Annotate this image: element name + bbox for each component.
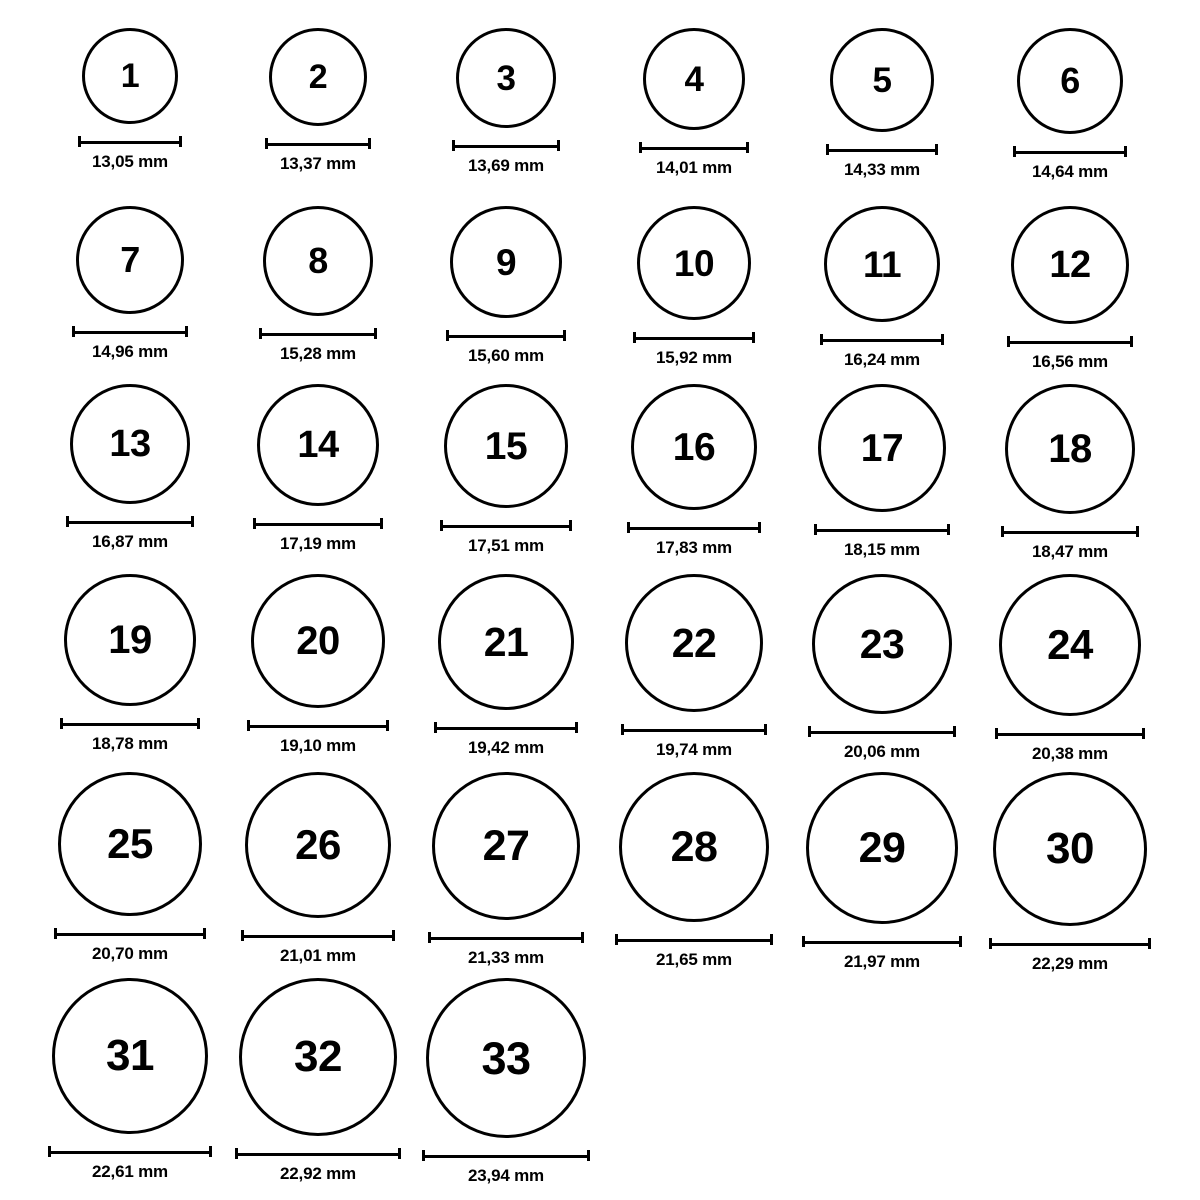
diameter-measure-bar-wrap [1007, 334, 1133, 348]
ring-circle [239, 978, 397, 1136]
ring-size-number: 16 [672, 425, 716, 469]
measure-cap-left [247, 720, 250, 731]
measure-cap-left [60, 718, 63, 729]
measure-line [1013, 151, 1127, 154]
ring-size-cell [980, 574, 1160, 764]
measure-line [48, 1151, 212, 1154]
diameter-label: 18,15 mm [844, 540, 920, 559]
measure-cap-right [386, 720, 389, 731]
ring-size-number: 20 [296, 619, 340, 663]
measure-cap-right [752, 332, 755, 343]
ring-size-number: 7 [120, 239, 140, 280]
ring-circle [82, 28, 178, 124]
measure-cap-left [259, 328, 262, 339]
diameter-label: 22,92 mm [280, 1164, 356, 1183]
ring-size-cell [604, 206, 784, 368]
measure-cap-right [1142, 728, 1145, 739]
measure-cap-left [440, 520, 443, 531]
ring-circle [263, 206, 373, 316]
measure-cap-right [374, 328, 377, 339]
measure-line [428, 937, 584, 940]
diameter-measure-bar [446, 330, 566, 341]
ring-circle [993, 772, 1147, 926]
ring-size-cell [416, 574, 596, 758]
measure-cap-right [557, 140, 560, 151]
diameter-measure-bar [995, 728, 1145, 739]
ring-circle [824, 206, 940, 322]
diameter-measure-bar [247, 720, 389, 731]
diameter-measure-bar-wrap [72, 324, 188, 338]
measure-line [814, 529, 950, 532]
ring-size-cell [228, 384, 408, 554]
ring-size-cell [980, 384, 1160, 562]
measure-cap-left [820, 334, 823, 345]
ring-size-number: 4 [684, 59, 704, 99]
measure-cap-left [241, 930, 244, 941]
diameter-measure-bar [259, 328, 377, 339]
ring-circle [643, 28, 745, 130]
ring-size-number: 18 [1048, 427, 1092, 471]
diameter-measure-bar [72, 326, 188, 337]
measure-cap-left [72, 326, 75, 337]
diameter-measure-bar-wrap [802, 934, 962, 948]
ring-size-number: 15 [484, 424, 528, 468]
ring-size-cell [416, 978, 596, 1186]
diameter-label: 19,10 mm [280, 736, 356, 755]
ring-circle [830, 28, 934, 132]
measure-cap-right [392, 930, 395, 941]
measure-cap-left [54, 928, 57, 939]
diameter-label: 13,37 mm [280, 154, 356, 173]
diameter-label: 16,24 mm [844, 350, 920, 369]
ring-circle [619, 772, 769, 922]
measure-cap-right [941, 334, 944, 345]
diameter-measure-bar [428, 932, 584, 943]
ring-size-cell [792, 384, 972, 560]
diameter-measure-bar-wrap [434, 720, 578, 734]
ring-circle [450, 206, 562, 318]
diameter-measure-bar-wrap [995, 726, 1145, 740]
measure-cap-left [1001, 526, 1004, 537]
diameter-measure-bar [615, 934, 773, 945]
ring-size-cell [416, 772, 596, 968]
measure-line [259, 333, 377, 336]
diameter-label: 18,47 mm [1032, 542, 1108, 561]
ring-size-number: 23 [859, 620, 905, 667]
ring-circle [999, 574, 1141, 716]
ring-size-number: 22 [671, 619, 717, 666]
measure-cap-left [808, 726, 811, 737]
ring-size-cell [416, 206, 596, 366]
ring-size-number: 21 [483, 618, 529, 665]
ring-circle [58, 772, 202, 916]
diameter-measure-bar-wrap [621, 722, 767, 736]
ring-size-cell [604, 574, 784, 760]
diameter-label: 15,28 mm [280, 344, 356, 363]
diameter-measure-bar-wrap [639, 140, 749, 154]
ring-size-number: 17 [860, 426, 904, 470]
measure-cap-left [615, 934, 618, 945]
measure-line [452, 145, 560, 148]
measure-cap-right [179, 136, 182, 147]
measure-cap-right [398, 1148, 401, 1159]
ring-size-cell [228, 28, 408, 174]
measure-line [639, 147, 749, 150]
measure-cap-right [569, 520, 572, 531]
ring-size-number: 25 [107, 820, 153, 867]
measure-cap-left [995, 728, 998, 739]
ring-size-number: 14 [297, 424, 339, 466]
measure-cap-right [203, 928, 206, 939]
measure-line [247, 725, 389, 728]
ring-circle [1011, 206, 1129, 324]
ring-size-number: 26 [295, 821, 341, 868]
measure-cap-left [446, 330, 449, 341]
ring-size-cell [792, 206, 972, 370]
diameter-measure-bar [808, 726, 956, 737]
measure-line [422, 1155, 590, 1158]
diameter-label: 21,33 mm [468, 948, 544, 967]
diameter-measure-bar [60, 718, 200, 729]
measure-line [446, 335, 566, 338]
measure-cap-left [48, 1146, 51, 1157]
diameter-measure-bar-wrap [627, 520, 761, 534]
diameter-measure-bar-wrap [1013, 144, 1127, 158]
measure-cap-left [1007, 336, 1010, 347]
diameter-measure-bar [440, 520, 572, 531]
diameter-measure-bar [814, 524, 950, 535]
ring-size-number: 1 [120, 57, 140, 95]
measure-cap-left [428, 932, 431, 943]
diameter-label: 14,01 mm [656, 158, 732, 177]
diameter-measure-bar [989, 938, 1151, 949]
ring-size-number: 31 [106, 1031, 154, 1080]
ring-size-cell [416, 28, 596, 176]
ring-size-number: 33 [481, 1032, 531, 1084]
ring-circle [257, 384, 379, 506]
diameter-label: 22,29 mm [1032, 954, 1108, 973]
diameter-label: 13,69 mm [468, 156, 544, 175]
measure-cap-right [197, 718, 200, 729]
ring-size-cell [40, 772, 220, 964]
diameter-measure-bar [48, 1146, 212, 1157]
ring-circle [438, 574, 574, 710]
ring-circle [456, 28, 556, 128]
diameter-measure-bar-wrap [78, 134, 182, 148]
ring-size-number: 12 [1049, 244, 1091, 286]
diameter-measure-bar-wrap [989, 936, 1151, 950]
ring-size-cell [604, 384, 784, 558]
diameter-label: 21,65 mm [656, 950, 732, 969]
measure-cap-right [959, 936, 962, 947]
measure-cap-right [947, 524, 950, 535]
ring-size-cell [228, 772, 408, 966]
ring-circle [269, 28, 367, 126]
measure-cap-right [587, 1150, 590, 1161]
measure-line [78, 141, 182, 144]
ring-size-number: 6 [1060, 60, 1080, 101]
ring-size-number: 30 [1046, 824, 1094, 873]
diameter-label: 17,51 mm [468, 536, 544, 555]
measure-cap-left [826, 144, 829, 155]
measure-line [615, 939, 773, 942]
diameter-label: 20,70 mm [92, 944, 168, 963]
diameter-measure-bar-wrap [446, 328, 566, 342]
measure-cap-right [209, 1146, 212, 1157]
ring-size-cell [980, 28, 1160, 182]
ring-size-cell [40, 206, 220, 362]
ring-size-cell [416, 384, 596, 556]
diameter-measure-bar-wrap [440, 518, 572, 532]
diameter-label: 21,01 mm [280, 946, 356, 965]
diameter-measure-bar-wrap [241, 928, 395, 942]
ring-size-number: 9 [495, 241, 517, 283]
ring-size-cell [228, 978, 408, 1184]
measure-cap-left [434, 722, 437, 733]
diameter-measure-bar-wrap [428, 930, 584, 944]
measure-line [621, 729, 767, 732]
measure-line [440, 525, 572, 528]
measure-line [66, 521, 194, 524]
ring-size-cell [792, 772, 972, 972]
ring-size-cell [228, 574, 408, 756]
diameter-measure-bar [1001, 526, 1139, 537]
measure-line [989, 943, 1151, 946]
diameter-measure-bar-wrap [235, 1146, 401, 1160]
diameter-measure-bar [422, 1150, 590, 1161]
ring-circle [637, 206, 751, 320]
measure-cap-right [764, 724, 767, 735]
diameter-label: 13,05 mm [92, 152, 168, 171]
measure-cap-left [66, 516, 69, 527]
diameter-label: 23,94 mm [468, 1166, 544, 1185]
diameter-measure-bar-wrap [259, 326, 377, 340]
measure-line [253, 523, 383, 526]
ring-circle [806, 772, 958, 924]
diameter-measure-bar [621, 724, 767, 735]
diameter-label: 17,83 mm [656, 538, 732, 557]
ring-circle [444, 384, 568, 508]
ring-size-number: 28 [670, 822, 718, 871]
ring-size-cell [980, 772, 1160, 974]
measure-cap-left [621, 724, 624, 735]
diameter-measure-bar [235, 1148, 401, 1159]
diameter-label: 20,06 mm [844, 742, 920, 761]
measure-cap-right [1124, 146, 1127, 157]
ring-size-number: 3 [496, 58, 516, 98]
diameter-measure-bar-wrap [253, 516, 383, 530]
diameter-measure-bar-wrap [54, 926, 206, 940]
ring-circle [631, 384, 757, 510]
diameter-measure-bar-wrap [265, 136, 371, 150]
measure-line [1007, 341, 1133, 344]
ring-size-number: 19 [108, 618, 152, 662]
diameter-measure-bar-wrap [814, 522, 950, 536]
measure-cap-right [1136, 526, 1139, 537]
diameter-measure-bar [639, 142, 749, 153]
diameter-measure-bar [434, 722, 578, 733]
measure-line [802, 941, 962, 944]
ring-circle [251, 574, 385, 708]
measure-line [627, 527, 761, 530]
measure-cap-left [422, 1150, 425, 1161]
measure-line [54, 933, 206, 936]
diameter-label: 17,19 mm [280, 534, 356, 553]
measure-cap-right [770, 934, 773, 945]
ring-circle [1005, 384, 1135, 514]
ring-circle [52, 978, 208, 1134]
ring-size-number: 5 [872, 60, 892, 100]
ring-size-cell [792, 28, 972, 180]
ring-size-cell [604, 772, 784, 970]
diameter-measure-bar [54, 928, 206, 939]
measure-cap-left [1013, 146, 1016, 157]
diameter-label: 22,61 mm [92, 1162, 168, 1181]
ring-circle [76, 206, 184, 314]
measure-cap-left [633, 332, 636, 343]
diameter-measure-bar-wrap [808, 724, 956, 738]
diameter-measure-bar [78, 136, 182, 147]
diameter-measure-bar [826, 144, 938, 155]
measure-line [241, 935, 395, 938]
diameter-label: 16,56 mm [1032, 352, 1108, 371]
diameter-label: 15,92 mm [656, 348, 732, 367]
ring-circle [432, 772, 580, 920]
diameter-label: 20,38 mm [1032, 744, 1108, 763]
diameter-measure-bar-wrap [66, 514, 194, 528]
ring-size-number: 29 [858, 823, 906, 872]
ring-size-cell [604, 28, 784, 178]
measure-cap-left [253, 518, 256, 529]
ring-size-cell [228, 206, 408, 364]
diameter-measure-bar-wrap [452, 138, 560, 152]
diameter-label: 15,60 mm [468, 346, 544, 365]
measure-cap-right [935, 144, 938, 155]
diameter-measure-bar [1007, 336, 1133, 347]
diameter-measure-bar [1013, 146, 1127, 157]
measure-line [808, 731, 956, 734]
ring-size-cell [980, 206, 1160, 372]
measure-cap-left [989, 938, 992, 949]
diameter-measure-bar-wrap [826, 142, 938, 156]
diameter-measure-bar-wrap [1001, 524, 1139, 538]
measure-cap-left [235, 1148, 238, 1159]
diameter-measure-bar-wrap [60, 716, 200, 730]
measure-cap-right [1148, 938, 1151, 949]
diameter-measure-bar [452, 140, 560, 151]
measure-cap-right [581, 932, 584, 943]
diameter-label: 14,96 mm [92, 342, 168, 361]
measure-cap-left [627, 522, 630, 533]
measure-cap-right [368, 138, 371, 149]
diameter-measure-bar-wrap [247, 718, 389, 732]
ring-size-cell [40, 574, 220, 754]
measure-line [820, 339, 944, 342]
diameter-label: 18,78 mm [92, 734, 168, 753]
ring-circle [70, 384, 190, 504]
diameter-measure-bar-wrap [633, 330, 755, 344]
ring-circle [245, 772, 391, 918]
diameter-measure-bar [241, 930, 395, 941]
diameter-measure-bar [265, 138, 371, 149]
measure-cap-right [191, 516, 194, 527]
measure-line [72, 331, 188, 334]
ring-size-number: 10 [673, 242, 715, 284]
measure-cap-left [639, 142, 642, 153]
measure-cap-right [1130, 336, 1133, 347]
ring-size-number: 8 [308, 240, 328, 281]
diameter-measure-bar [820, 334, 944, 345]
measure-cap-left [78, 136, 81, 147]
ring-size-number: 24 [1047, 621, 1093, 668]
measure-cap-left [265, 138, 268, 149]
measure-cap-right [185, 326, 188, 337]
diameter-label: 19,42 mm [468, 738, 544, 757]
measure-line [826, 149, 938, 152]
ring-size-number: 32 [294, 1032, 342, 1081]
measure-cap-left [802, 936, 805, 947]
ring-circle [426, 978, 586, 1138]
diameter-measure-bar [253, 518, 383, 529]
diameter-measure-bar [66, 516, 194, 527]
measure-line [633, 337, 755, 340]
measure-cap-right [953, 726, 956, 737]
measure-line [235, 1153, 401, 1156]
measure-cap-right [563, 330, 566, 341]
diameter-measure-bar-wrap [422, 1148, 590, 1162]
measure-cap-left [452, 140, 455, 151]
ring-size-cell [40, 28, 220, 172]
diameter-label: 14,64 mm [1032, 162, 1108, 181]
diameter-measure-bar-wrap [48, 1144, 212, 1158]
measure-cap-left [814, 524, 817, 535]
ring-size-number: 11 [862, 243, 902, 285]
diameter-measure-bar [627, 522, 761, 533]
ring-circle [818, 384, 946, 512]
ring-size-cell [40, 978, 220, 1182]
ring-size-cell [792, 574, 972, 762]
measure-cap-right [746, 142, 749, 153]
ring-size-cell [40, 384, 220, 552]
measure-cap-right [575, 722, 578, 733]
diameter-label: 16,87 mm [92, 532, 168, 551]
measure-cap-right [758, 522, 761, 533]
measure-line [995, 733, 1145, 736]
diameter-label: 19,74 mm [656, 740, 732, 759]
diameter-label: 14,33 mm [844, 160, 920, 179]
measure-cap-right [380, 518, 383, 529]
ring-circle [812, 574, 952, 714]
ring-size-number: 27 [482, 821, 530, 870]
measure-line [1001, 531, 1139, 534]
ring-circle [625, 574, 763, 712]
ring-size-number: 13 [109, 423, 151, 465]
diameter-label: 21,97 mm [844, 952, 920, 971]
diameter-measure-bar [802, 936, 962, 947]
ring-circle [64, 574, 196, 706]
measure-line [434, 727, 578, 730]
ring-circle [1017, 28, 1123, 134]
measure-line [60, 723, 200, 726]
diameter-measure-bar-wrap [615, 932, 773, 946]
diameter-measure-bar [633, 332, 755, 343]
measure-line [265, 143, 371, 146]
diameter-measure-bar-wrap [820, 332, 944, 346]
ring-size-number: 2 [308, 58, 328, 96]
